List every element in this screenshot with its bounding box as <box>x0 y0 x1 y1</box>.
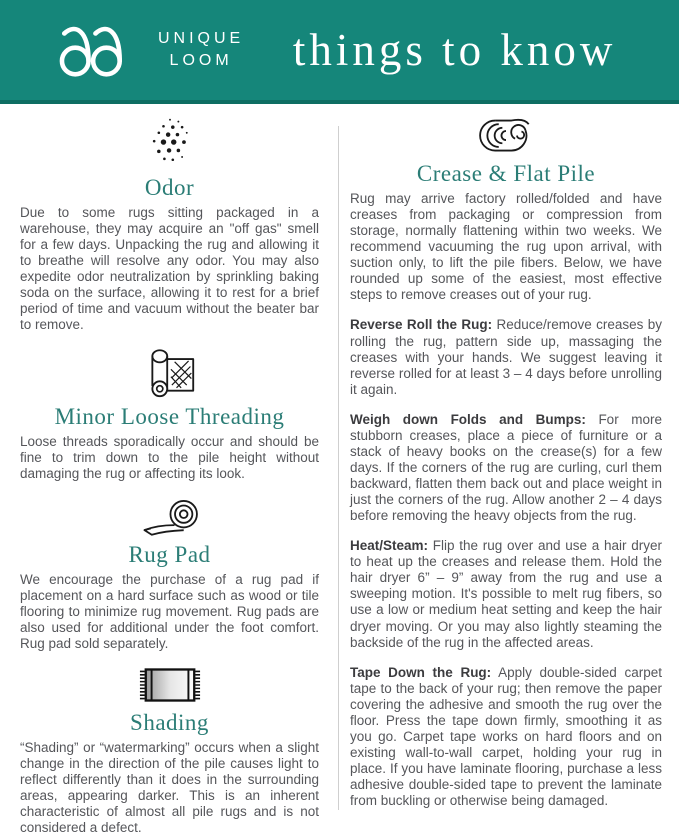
section-heading-rug-pad: Rug Pad <box>128 541 211 567</box>
step-weigh-down-body: For more stubborn creases, place a piece of furniture or a stack of heavy books on the crease(s) for a few days. If the corners of the rug are curling, curl them backward, flatten them back out and place weight in just the corners of the rug. Allow another 2 – 4 days before removing the heavy objects from the rug. <box>350 411 662 524</box>
step-reverse-roll-label: Reverse Roll the Rug: <box>350 317 493 333</box>
odor-dots-icon <box>20 116 319 170</box>
section-heading-threading: Minor Loose Threading <box>54 403 285 429</box>
section-body-rug-pad: We encourage the purchase of a rug pad if placement on a hard surface such as wood or tile flooring to minimize rug movement. Rug pads are also used for additional under the foot comfort. Rug pad sold separately. <box>20 571 319 651</box>
page-title: things to know <box>292 25 617 75</box>
section-heading-shading: Shading <box>130 710 209 735</box>
brand-name <box>158 28 244 71</box>
step-heat-steam <box>350 538 662 650</box>
right-column <box>339 104 679 809</box>
step-heat-steam-body: Flip the rug over and use a hair dryer to heat up the creases and release them. Hold the hair dryer 6” – 9” away from the rug and use a sweeping motion. It's possible to melt rug fibers, so use a low or medium heat setting and keep the hair dryer moving. Or you may also lightly steaming the backside of the rug in the affected areas. <box>350 538 662 650</box>
brand-name-line2: LOOM <box>169 52 233 69</box>
section-crease-flat-pile <box>350 116 662 809</box>
brand-name-line1: UNIQUE <box>158 30 245 48</box>
brand-logo <box>56 21 244 79</box>
section-rug-pad <box>20 495 319 652</box>
section-body-odor: Due to some rugs sitting packaged in a warehouse, they may acquire an "off gas" smell for a few days. Unpacking the rug and allowing it to breathe will resolve any odor. You may also expedite odor neutralization by sprinkling baking soda on the surface, allowing it to rest for a brief period of time and vacuum without the beater bar to remove. <box>20 205 319 333</box>
step-weigh-down-label: Weigh down Folds and Bumps: <box>350 411 586 427</box>
shaded-rug-icon <box>20 665 319 705</box>
step-weigh-down <box>350 412 662 524</box>
rolled-rug-side-icon <box>350 116 662 156</box>
section-heading-odor: Odor <box>144 175 195 200</box>
section-shading <box>20 665 319 836</box>
section-body-shading: “Shading” or “watermarking” occurs when a slight change in the direction of the pile causes light to reflect differently than it does in the surrounding areas, appearing darker. This is an inherent characteristic of almost all pile rugs and is not considered a defect. <box>20 740 319 836</box>
unique-loom-logo-icon <box>56 21 144 79</box>
section-body-threading: Loose threads sporadically occur and should be fine to trim down to the pile height without damaging the rug or affecting its look. <box>20 433 319 481</box>
main-content <box>0 104 679 836</box>
section-odor <box>20 116 319 334</box>
rolled-rug-threading-icon <box>20 347 319 399</box>
section-heading-crease: Crease & Flat Pile <box>416 161 596 186</box>
left-column <box>0 104 339 836</box>
step-heat-steam-label: Heat/Steam: <box>350 538 429 554</box>
step-reverse-roll <box>350 317 662 397</box>
step-tape-down <box>350 665 662 810</box>
section-minor-loose-threading <box>20 347 319 482</box>
header-banner <box>0 0 679 104</box>
step-tape-down-body: Apply double-sided carpet tape to the back of your rug; then remove the paper covering the adhesive and smooth the rug over the floor. Press the tape down firmly, smoothing it as you go. Carpet tape works on hard floors and on existing wall-to-wall carpet, holding your rug in place. If you have laminate flooring, purchase a less adhesive double-sided tape to prevent the laminate from buckling or otherwise being damaged. <box>350 664 662 809</box>
step-tape-down-label: Tape Down the Rug: <box>350 664 492 680</box>
section-intro-crease: Rug may arrive factory rolled/folded and have creases from packaging or compression from storage, normally flattening within two weeks. We recommend vacuuming the rug upon arrival, with suction only, to lift the pile fibers. Below, we have rounded up some of the easiest, most effective steps to remove creases out of your rug. <box>350 191 662 303</box>
rug-pad-roll-icon <box>20 495 319 537</box>
step-reverse-roll-body: Reduce/remove creases by rolling the rug, pattern side up, massaging the creases with your hands. We suggest leaving it reverse rolled for at least 3 – 4 days before unrolling it again. <box>350 317 662 397</box>
column-divider <box>338 126 339 810</box>
